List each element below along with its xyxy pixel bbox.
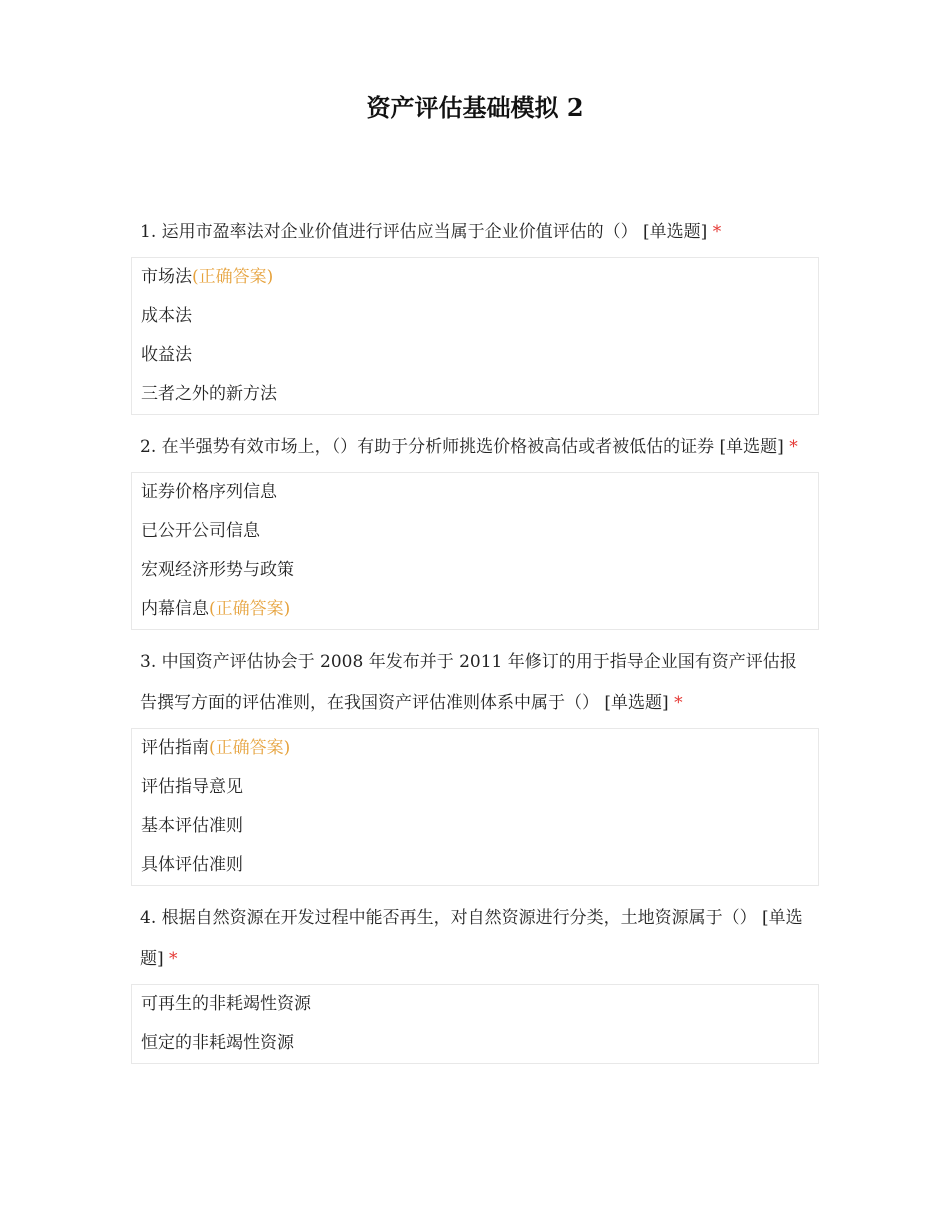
option-label: 证券价格序列信息 — [141, 482, 277, 502]
option-item[interactable] — [132, 590, 818, 629]
question-list — [131, 212, 819, 1076]
option-item[interactable] — [132, 729, 818, 768]
correct-answer-tag: (正确答案) — [209, 738, 291, 758]
option-label: 可再生的非耗竭性资源 — [141, 994, 311, 1014]
option-label: 市场法 — [141, 267, 192, 287]
option-item[interactable] — [132, 375, 818, 414]
option-list — [131, 728, 819, 886]
required-mark: * — [789, 437, 798, 457]
question-text-content: 4. 根据自然资源在开发过程中能否再生，对自然资源进行分类，土地资源属于（） [单选题] — [140, 908, 803, 969]
option-label: 评估指南 — [141, 738, 209, 758]
option-item[interactable] — [132, 985, 818, 1024]
question-2 — [131, 427, 819, 630]
question-4 — [131, 898, 819, 1064]
option-item[interactable] — [132, 473, 818, 512]
option-item[interactable] — [132, 1024, 818, 1063]
correct-answer-tag: (正确答案) — [192, 267, 274, 287]
question-3 — [131, 642, 819, 886]
option-label: 内幕信息 — [141, 599, 209, 619]
question-text-content: 2. 在半强势有效市场上，（）有助于分析师挑选价格被高估或者被低估的证券 [单选题] — [140, 437, 784, 457]
required-mark: * — [712, 222, 722, 242]
option-label: 收益法 — [141, 345, 192, 365]
option-item[interactable] — [132, 807, 818, 846]
required-mark: * — [169, 949, 178, 969]
question-text — [131, 642, 819, 724]
correct-answer-tag: (正确答案) — [209, 599, 291, 619]
question-text — [131, 427, 819, 468]
question-text — [131, 898, 819, 980]
option-list — [131, 472, 819, 630]
question-1 — [131, 212, 819, 415]
option-label: 评估指导意见 — [141, 777, 243, 797]
option-item[interactable] — [132, 297, 818, 336]
option-item[interactable] — [132, 258, 818, 297]
option-label: 三者之外的新方法 — [141, 384, 277, 404]
option-item[interactable] — [132, 512, 818, 551]
question-text — [131, 212, 819, 253]
option-item[interactable] — [132, 551, 818, 590]
option-label: 基本评估准则 — [141, 816, 243, 836]
option-item[interactable] — [132, 768, 818, 807]
option-label: 具体评估准则 — [141, 855, 243, 875]
question-text-content: 3. 中国资产评估协会于 2008 年发布并于 2011 年修订的用于指导企业国有资产评估报告撰写方面的评估准则，在我国资产评估准则体系中属于（） [单选题] — [140, 652, 797, 713]
option-label: 成本法 — [141, 306, 192, 326]
option-item[interactable] — [132, 336, 818, 375]
option-label: 宏观经济形势与政策 — [141, 560, 294, 580]
page-title: 资产评估基础模拟 2 — [366, 93, 584, 122]
option-list — [131, 984, 819, 1064]
question-text-content: 1. 运用市盈率法对企业价值进行评估应当属于企业价值评估的（） [单选题] — [140, 222, 708, 242]
required-mark: * — [674, 693, 683, 713]
option-label: 恒定的非耗竭性资源 — [141, 1033, 294, 1053]
option-item[interactable] — [132, 846, 818, 885]
option-label: 已公开公司信息 — [141, 521, 260, 541]
option-list — [131, 257, 819, 415]
